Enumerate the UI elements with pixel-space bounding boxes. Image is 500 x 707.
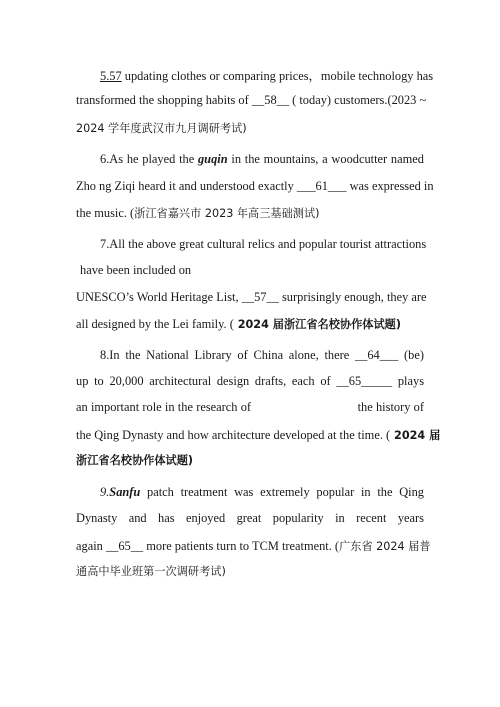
q9-text-3: again [76,539,103,553]
q7-line-2 [80,263,428,278]
q8-line-5 [76,452,424,468]
q8-text-6: up [76,374,89,388]
q9-number: 9. [100,485,110,499]
q5-text-2: transformed the shopping habits of [76,93,249,107]
q8-text-9: plays [397,374,425,388]
q8-line-3 [76,400,424,415]
q8-source-1: 2024 届 [390,429,441,442]
q6-term-guqin: guqin [197,152,228,166]
blank-65b: __65__ [105,539,144,553]
q9-line-4 [76,563,424,579]
q8-text-1: 8.In the National Library of [100,348,248,362]
q5-text-1: updating clothes or comparing prices，mobile technology has [121,69,434,83]
q9-source-2: 通高中毕业班第一次调研考试) [76,565,226,578]
q6-text-4: was expressed in [349,179,434,193]
q7-line-3 [76,290,427,305]
q9-line-2 [76,511,424,526]
q8-text-10: an important role in the research of [76,400,252,414]
q9-text-2: Dynasty and has enjoyed great popularity in recent years [76,511,424,525]
blank-58: __58__ [251,93,290,107]
q6-text-5: the music. ( [76,206,135,220]
q5-line-2 [76,93,427,108]
q9-text-1: patch treatment was extremely popular in the Qing [147,485,424,499]
q9-line-3 [76,538,431,554]
q5-number: 5.57 [100,69,122,83]
blank-64: __64___ [354,348,399,362]
q7-source: 2024 届浙江省名校协作体试题) [233,318,401,331]
q7-line-1 [100,237,427,252]
q6-line-2 [76,179,434,194]
q5-line-3 [76,120,424,136]
q8-text-5: (be) [404,348,424,362]
q9-term-sanfu: Sanfu [109,485,141,499]
q6-text-1: 6.As he played the [100,152,195,166]
q8-line-2 [76,374,424,389]
q7-text-2: have been included on [80,263,192,277]
q6-line-1 [100,152,424,167]
q9-text-4: more patients turn to TCM treatment. ( [146,539,340,553]
q8-text-12: the Qing Dynasty and how architecture developed at the time. ( [76,428,391,442]
q8-text-4: there [324,348,350,362]
q7-text-1: 7.All the above great cultural relics and popular tourist attractions [100,237,427,251]
blank-57: __57__ [241,290,279,304]
q6-text-2: in the mountains, a woodcutter named [231,152,424,166]
blank-65: __65_____ [336,374,393,388]
q7-text-5: all designed by the Lei family. ( [76,317,234,331]
q7-line-4 [76,316,424,332]
q8-text-7: to [94,374,104,388]
q7-text-3: UNESCO’s World Heritage List, [76,290,239,304]
q8-text-3: alone, [288,348,319,362]
q6-source: 浙江省嘉兴市 2023 年高三基础测试) [134,207,320,220]
blank-61: ___61___ [296,179,347,193]
q8-text-8: 20,000 architectural design drafts, each of [109,374,331,388]
q6-text-3: Zho ng Ziqi heard it and understood exactly [76,179,294,193]
q8-line-1 [100,348,424,363]
q5-text-3: ( today) customers.(2023 ~ [292,93,427,107]
q9-line-1 [100,485,424,500]
q8-text-2: China [253,348,284,362]
q5-source: 2024 学年度武汉市九月调研考试) [76,122,247,135]
q7-text-4: surprisingly enough, they are [281,290,427,304]
q9-source-1: 广东省 2024 届普 [339,540,431,553]
q8-source-2: 浙江省名校协作体试题) [76,454,193,467]
q8-line-4 [76,427,441,443]
q5-line-1 [100,66,434,84]
q6-line-3 [76,205,424,221]
q8-text-11: the history of [357,400,424,414]
